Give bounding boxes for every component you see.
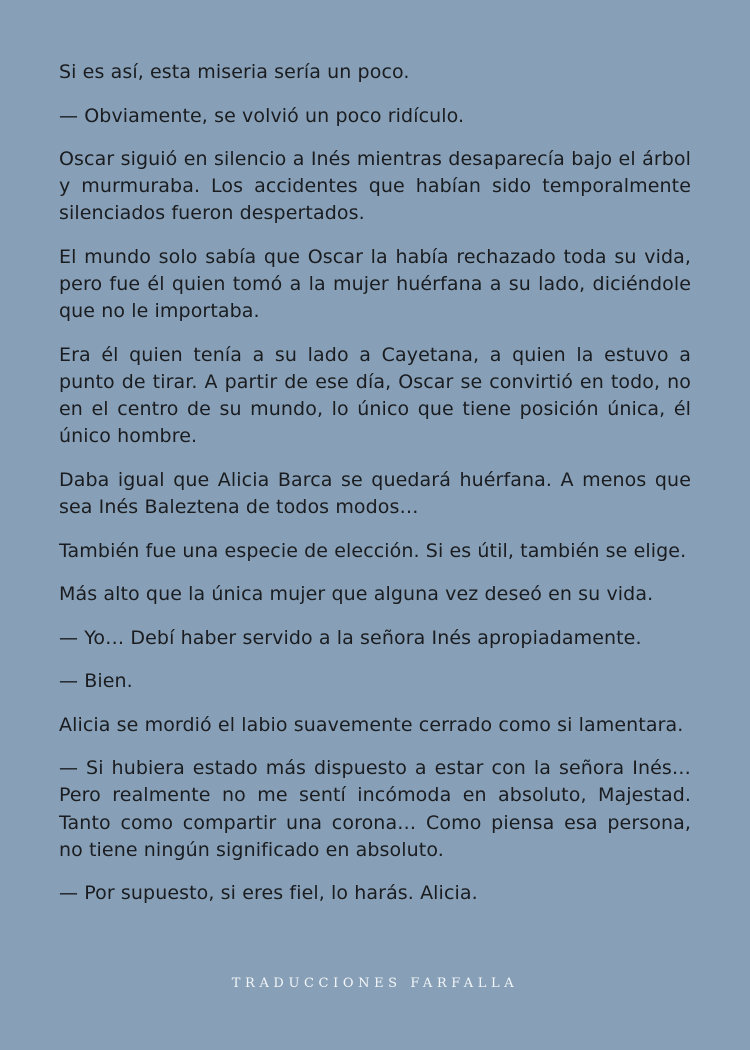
paragraph-3: Oscar siguió en silencio a Inés mientras desaparecía bajo el árbol y murmuraba. Los accidentes que habían sido temporalmente silenciados fueron despertados. — [59, 148, 691, 225]
paragraph-2: — Obviamente, se volvió un poco ridículo. — [59, 104, 465, 127]
paragraph-6: Daba igual que Alicia Barca se quedará huérfana. A menos que sea Inés Baleztena de todos modos… — [59, 468, 691, 519]
footer-credit: TRADUCCIONES FARFALLA — [231, 976, 519, 991]
paragraph-10: — Bien. — [59, 670, 133, 693]
paragraph-9: — Yo… Debí haber servido a la señora Inés apropiadamente. — [59, 626, 642, 649]
paragraph-13: — Por supuesto, si eres fiel, lo harás. Alicia. — [59, 882, 478, 905]
paragraph-8: Más alto que la única mujer que alguna vez deseó en su vida. — [59, 583, 654, 606]
paragraph-1: Si es así, esta miseria sería un poco. — [59, 61, 410, 83]
paragraph-5: Era él quien tenía a su lado a Cayetana, a quien la estuvo a punto de tirar. A partir de ese día, Oscar se convirtió en todo, no en el centro de su mundo, lo único que tiene posición única, él único hombre. — [59, 343, 691, 448]
paragraph-12: — Si hubiera estado más dispuesto a estar con la señora Inés… Pero realmente no me sentí incómoda en absoluto, Majestad. Tanto como compartir una corona… Como piensa esa persona, no tiene ningún significado en absoluto. — [59, 757, 691, 861]
paragraph-7: También fue una especie de elección. Si es útil, también se elige. — [59, 539, 687, 562]
paragraph-4: El mundo solo sabía que Oscar la había rechazado toda su vida, pero fue él quien tomó a la mujer huérfana a su lado, diciéndole que no le importaba. — [59, 245, 691, 323]
paragraph-11: Alicia se mordió el labio suavemente cerrado como si lamentara. — [59, 713, 684, 736]
document-body — [59, 59, 691, 924]
